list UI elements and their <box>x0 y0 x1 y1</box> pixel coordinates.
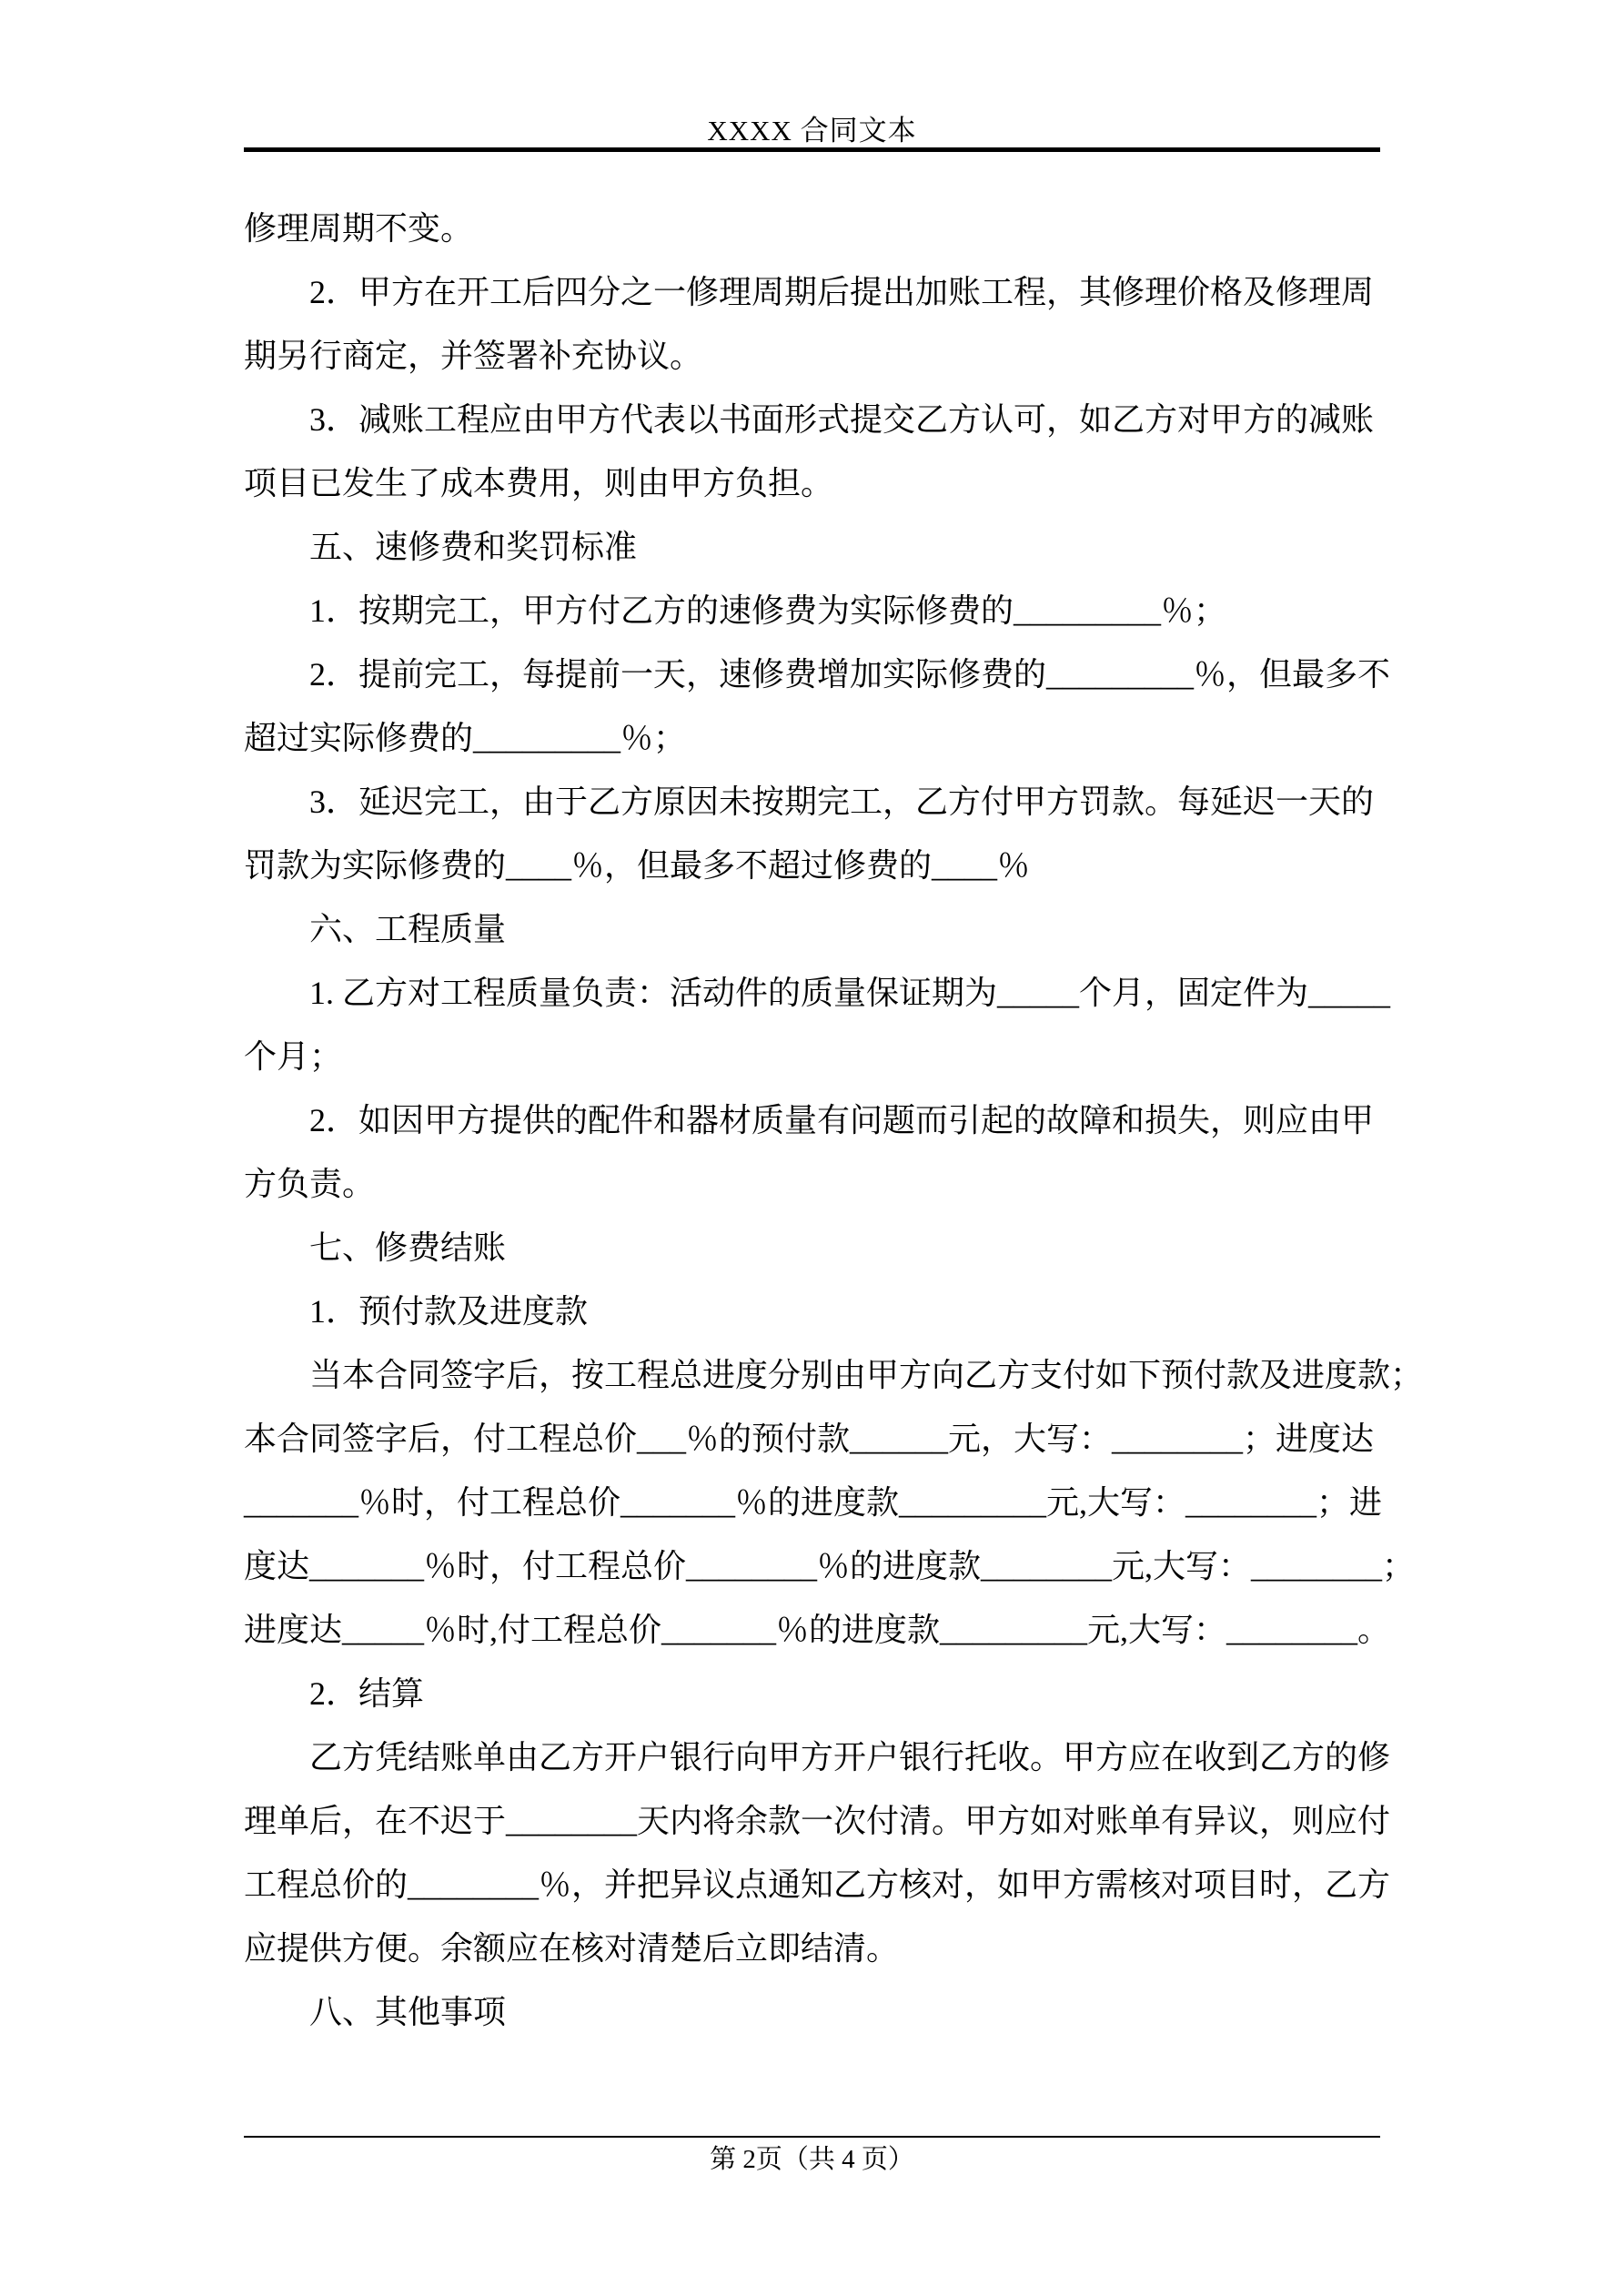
body-line: 2．结算 <box>309 1675 425 1712</box>
body-line: 1．预付款及进度款 <box>309 1293 589 1330</box>
body-line: 当本合同签字后，按工程总进度分别由甲方向乙方支付如下预付款及进度款； <box>309 1357 1424 1393</box>
document-body <box>244 197 1424 2044</box>
footer-rule <box>244 2136 1380 2138</box>
body-line-section-heading: 六、工程质量 <box>309 911 507 947</box>
body-line: 个月； <box>244 1038 343 1075</box>
header-rule <box>244 147 1380 152</box>
body-line: 1. 乙方对工程质量负责：活动件的质量保证期为_____个月，固定件为_____ <box>309 975 1391 1011</box>
body-line: _______％时，付工程总价_______％的进度款_________元,大写：________；进 <box>244 1484 1383 1521</box>
body-line: 罚款为实际修费的____％，但最多不超过修费的____％ <box>244 847 1031 884</box>
body-line: 进度达_____％时,付工程总价_______％的进度款_________元,大写：________。 <box>244 1612 1391 1648</box>
body-line: 3．延迟完工，由于乙方原因未按期完工，乙方付甲方罚款。每延迟一天的 <box>309 784 1375 820</box>
body-line: 1．按期完工，甲方付乙方的速修费为实际修费的_________％； <box>309 592 1227 629</box>
body-line: 理单后，在不迟于________天内将余款一次付清。甲方如对账单有异议，则应付 <box>244 1803 1391 1839</box>
body-line-section-heading: 八、其他事项 <box>309 1994 507 2030</box>
body-line-section-heading: 五、速修费和奖罚标准 <box>309 529 638 565</box>
body-line: 3．减账工程应由甲方代表以书面形式提交乙方认可，如乙方对甲方的减账 <box>309 401 1375 438</box>
body-line: 2．提前完工，每提前一天，速修费增加实际修费的_________％，但最多不 <box>309 656 1391 693</box>
body-line: 2．如因甲方提供的配件和器材质量有问题而引起的故障和损失，则应由甲 <box>309 1102 1375 1138</box>
footer-page-number: 第 2页（共 4 页） <box>710 2145 914 2174</box>
body-line-section-heading: 七、修费结账 <box>309 1229 507 1266</box>
body-line: 度达_______％时，付工程总价________％的进度款________元,大写：________； <box>244 1548 1416 1584</box>
body-line: 超过实际修费的_________％； <box>244 720 687 756</box>
body-line: 工程总价的________％，并把异议点通知乙方核对，如甲方需核对项目时，乙方 <box>244 1866 1391 1903</box>
body-line: 2．甲方在开工后四分之一修理周期后提出加账工程，其修理价格及修理周 <box>309 274 1375 310</box>
body-line: 应提供方便。余额应在核对清楚后立即结清。 <box>244 1930 900 1967</box>
body-line: 期另行商定，并签署补充协议。 <box>244 338 703 374</box>
body-line: 修理周期不变。 <box>244 210 474 247</box>
body-line: 乙方凭结账单由乙方开户银行向甲方开户银行托收。甲方应在收到乙方的修 <box>309 1739 1391 1775</box>
body-line: 本合同签字后，付工程总价___％的预付款______元，大写：________；进度达 <box>244 1421 1375 1457</box>
body-line: 方负责。 <box>244 1166 376 1202</box>
document-header-title: XXXX 合同文本 <box>707 115 917 147</box>
body-line: 项目已发生了成本费用，则由甲方负担。 <box>244 465 834 501</box>
